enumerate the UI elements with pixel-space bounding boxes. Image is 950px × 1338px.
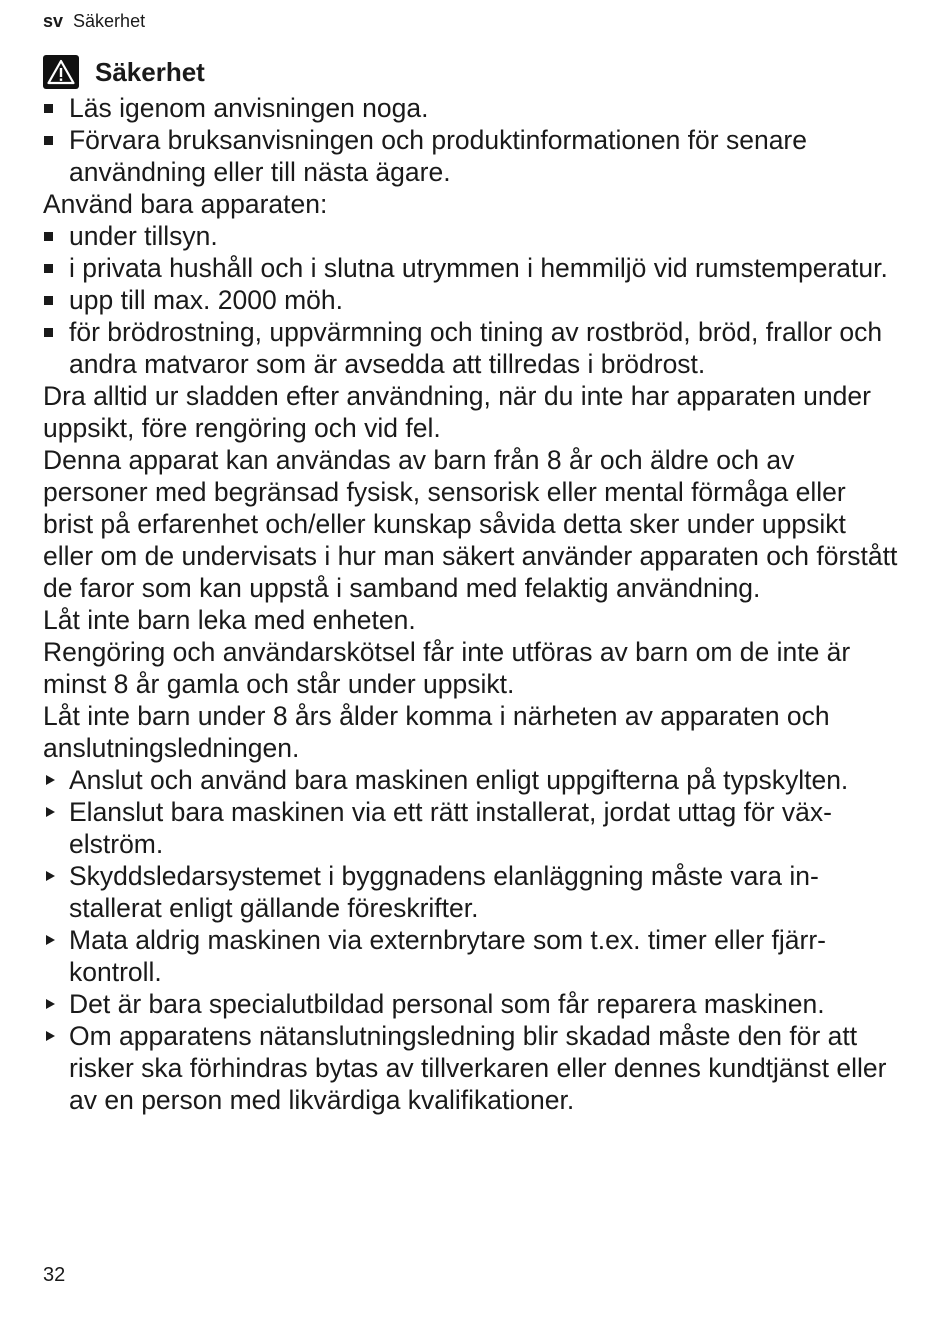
square-bullet-icon bbox=[44, 296, 53, 305]
square-bullet-icon bbox=[44, 104, 53, 113]
paragraph: Låt inte barn under 8 års ålder komma i närheten av apparaten och anslutningsledningen. bbox=[43, 701, 830, 763]
page-content bbox=[43, 54, 898, 1116]
arrow-bullet-icon bbox=[46, 935, 55, 945]
action-item: Elanslut bara maskinen via ett rätt installerat, jordat uttag för växelström. bbox=[43, 796, 898, 860]
list-item: Läs igenom anvisningen noga. bbox=[43, 92, 898, 124]
arrow-bullet-icon bbox=[46, 871, 55, 881]
list-item: för brödrostning, uppvärmning och tining av rostbröd, bröd, frallor och andra matvaror som är avsedda att tillredas i brödrost. bbox=[43, 316, 898, 380]
list-item: i privata hushåll och i slutna utrymmen i hemmiljö vid rumstemperatur. bbox=[43, 252, 898, 284]
section-title: Säkerhet bbox=[73, 11, 146, 31]
action-item: Om apparatens nätanslutningsledning blir skadad måste den för att risker ska förhindras bytas av tillverkaren eller dennes kundtjänst eller av en person med likvärdiga kvalifikationer. bbox=[43, 1020, 898, 1116]
list-item: under tillsyn. bbox=[43, 220, 898, 252]
action-item: Det är bara specialutbildad personal som får reparera maskinen. bbox=[43, 988, 898, 1020]
paragraph: Rengöring och användarskötsel får inte utföras av barn om de inte är minst 8 år gamla och står under uppsikt. bbox=[43, 637, 851, 699]
square-bullet-icon bbox=[44, 328, 53, 337]
action-item: Anslut och använd bara maskinen enligt uppgifterna på typskylten. bbox=[43, 764, 898, 796]
arrow-bullet-icon bbox=[46, 775, 55, 785]
action-item: Mata aldrig maskinen via externbrytare som t.ex. timer eller fjärrkontroll. bbox=[43, 924, 898, 988]
square-bullet-icon bbox=[44, 136, 53, 145]
list-item: upp till max. 2000 möh. bbox=[43, 284, 898, 316]
paragraph: Dra alltid ur sladden efter användning, när du inte har apparaten under uppsikt, före rengöring och vid fel. bbox=[43, 381, 871, 443]
list-item: Förvara bruksanvisningen och produktinformationen för senare användning eller till nästa ägare. bbox=[43, 124, 898, 188]
arrow-bullet-icon bbox=[46, 999, 55, 1009]
safety-heading bbox=[43, 54, 898, 90]
language-code: sv bbox=[43, 11, 64, 31]
square-bullet-icon bbox=[44, 264, 53, 273]
arrow-bullet-icon bbox=[46, 807, 55, 817]
paragraph: Denna apparat kan användas av barn från 8 år och äldre och av personer med begränsad fysisk, sensorisk eller mental förmåga eller brist på erfarenhet och/eller kunskap såvida detta sker under uppsikt eller om de undervisats i hur man säkert använder apparaten och förstått de faror som kan uppstå i samband med felaktig användning. bbox=[43, 445, 898, 603]
paragraph: Använd bara apparaten: bbox=[43, 189, 328, 219]
page-number: 32 bbox=[43, 1264, 66, 1286]
heading-title: Säkerhet bbox=[95, 56, 205, 87]
square-bullet-icon bbox=[44, 232, 53, 241]
action-item: Skyddsledarsystemet i byggnadens elanläggning måste vara installerat enligt gällande föreskrifter. bbox=[43, 860, 898, 924]
paragraph: Låt inte barn leka med enheten. bbox=[43, 605, 416, 635]
running-header bbox=[43, 10, 145, 32]
arrow-bullet-icon bbox=[46, 1031, 55, 1041]
warning-triangle-icon bbox=[43, 55, 79, 89]
